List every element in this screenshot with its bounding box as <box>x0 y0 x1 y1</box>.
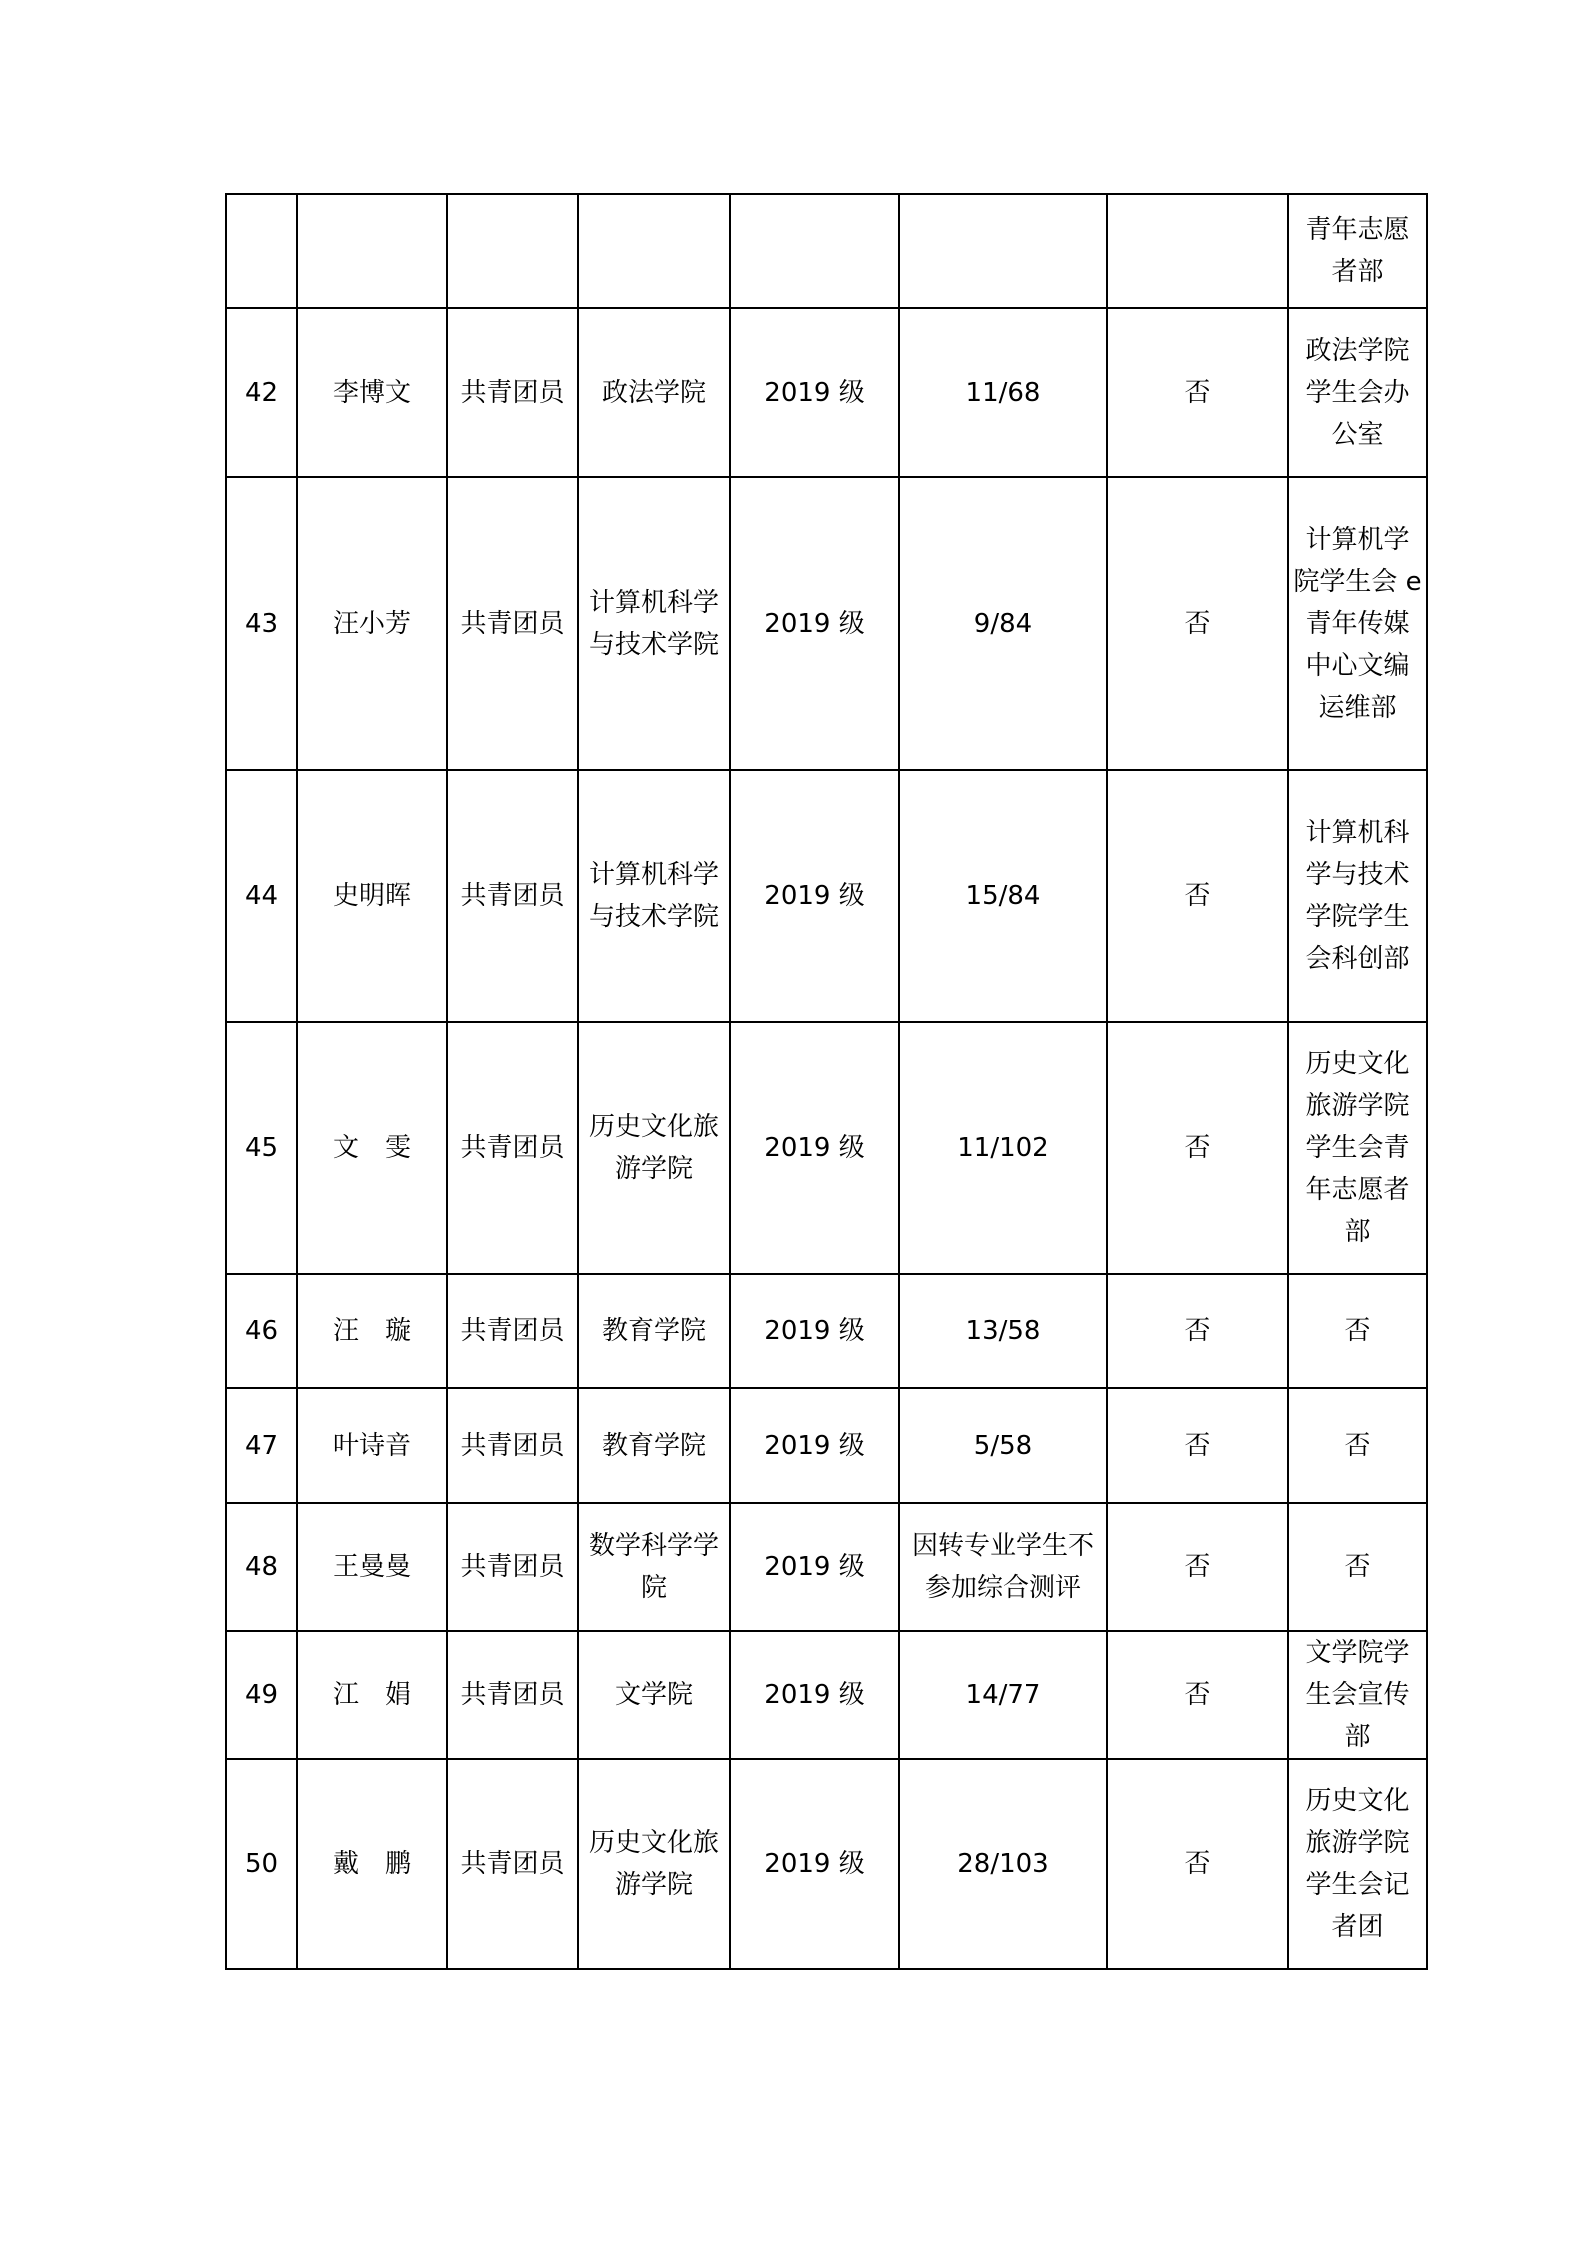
cell-flag: 否 <box>1107 1022 1288 1274</box>
cell-college: 计算机科学与技术学院 <box>578 477 730 770</box>
cell-no <box>226 194 297 308</box>
cell-political-status <box>447 194 578 308</box>
cell-position: 政法学院学生会办公室 <box>1288 308 1427 477</box>
cell-political-status: 共青团员 <box>447 308 578 477</box>
cell-position: 否 <box>1288 1503 1427 1631</box>
cell-college <box>578 194 730 308</box>
cell-no: 44 <box>226 770 297 1022</box>
table-row <box>226 1388 1427 1503</box>
table-row <box>226 1631 1427 1759</box>
cell-ranking: 13/58 <box>899 1274 1107 1388</box>
cell-name: 戴 鹏 <box>297 1759 447 1969</box>
cell-college: 历史文化旅游学院 <box>578 1759 730 1969</box>
table-row <box>226 1274 1427 1388</box>
table-row <box>226 308 1427 477</box>
cell-ranking: 15/84 <box>899 770 1107 1022</box>
cell-position: 计算机学院学生会 e 青年传媒中心文编运维部 <box>1288 477 1427 770</box>
cell-political-status: 共青团员 <box>447 770 578 1022</box>
cell-grade <box>730 194 899 308</box>
cell-ranking: 11/68 <box>899 308 1107 477</box>
cell-no: 47 <box>226 1388 297 1503</box>
cell-position: 计算机科学与技术学院学生会科创部 <box>1288 770 1427 1022</box>
cell-political-status: 共青团员 <box>447 1274 578 1388</box>
cell-grade: 2019 级 <box>730 1759 899 1969</box>
cell-no: 50 <box>226 1759 297 1969</box>
cell-flag: 否 <box>1107 1388 1288 1503</box>
cell-grade: 2019 级 <box>730 477 899 770</box>
cell-grade: 2019 级 <box>730 308 899 477</box>
table-row <box>226 1022 1427 1274</box>
cell-grade: 2019 级 <box>730 1388 899 1503</box>
cell-name: 江 娟 <box>297 1631 447 1759</box>
cell-position: 历史文化旅游学院学生会青年志愿者部 <box>1288 1022 1427 1274</box>
cell-flag: 否 <box>1107 308 1288 477</box>
cell-college: 历史文化旅游学院 <box>578 1022 730 1274</box>
cell-college: 数学科学学院 <box>578 1503 730 1631</box>
table-row <box>226 770 1427 1022</box>
cell-no: 46 <box>226 1274 297 1388</box>
cell-no: 42 <box>226 308 297 477</box>
cell-ranking: 因转专业学生不参加综合测评 <box>899 1503 1107 1631</box>
cell-name: 汪小芳 <box>297 477 447 770</box>
cell-position: 否 <box>1288 1274 1427 1388</box>
cell-flag: 否 <box>1107 1759 1288 1969</box>
cell-name: 李博文 <box>297 308 447 477</box>
cell-college: 政法学院 <box>578 308 730 477</box>
cell-grade: 2019 级 <box>730 1274 899 1388</box>
cell-political-status: 共青团员 <box>447 1388 578 1503</box>
cell-flag: 否 <box>1107 477 1288 770</box>
cell-political-status: 共青团员 <box>447 1631 578 1759</box>
cell-name: 文 雯 <box>297 1022 447 1274</box>
cell-position: 历史文化旅游学院学生会记者团 <box>1288 1759 1427 1969</box>
cell-no: 49 <box>226 1631 297 1759</box>
student-roster-table <box>225 193 1428 1970</box>
cell-flag <box>1107 194 1288 308</box>
cell-name: 史明晖 <box>297 770 447 1022</box>
table-row <box>226 194 1427 308</box>
cell-no: 45 <box>226 1022 297 1274</box>
cell-position: 否 <box>1288 1388 1427 1503</box>
cell-position: 青年志愿者部 <box>1288 194 1427 308</box>
cell-flag: 否 <box>1107 1631 1288 1759</box>
cell-name: 王曼曼 <box>297 1503 447 1631</box>
table-row <box>226 477 1427 770</box>
cell-ranking: 28/103 <box>899 1759 1107 1969</box>
cell-grade: 2019 级 <box>730 1022 899 1274</box>
cell-college: 文学院 <box>578 1631 730 1759</box>
table-row <box>226 1503 1427 1631</box>
cell-ranking: 14/77 <box>899 1631 1107 1759</box>
table-row <box>226 1759 1427 1969</box>
cell-ranking: 11/102 <box>899 1022 1107 1274</box>
cell-political-status: 共青团员 <box>447 1503 578 1631</box>
cell-political-status: 共青团员 <box>447 477 578 770</box>
cell-grade: 2019 级 <box>730 770 899 1022</box>
cell-name: 叶诗音 <box>297 1388 447 1503</box>
cell-grade: 2019 级 <box>730 1631 899 1759</box>
cell-ranking: 9/84 <box>899 477 1107 770</box>
cell-position: 文学院学生会宣传部 <box>1288 1631 1427 1759</box>
cell-political-status: 共青团员 <box>447 1759 578 1969</box>
cell-flag: 否 <box>1107 770 1288 1022</box>
cell-name <box>297 194 447 308</box>
cell-college: 计算机科学与技术学院 <box>578 770 730 1022</box>
cell-ranking <box>899 194 1107 308</box>
cell-name: 汪 璇 <box>297 1274 447 1388</box>
cell-no: 48 <box>226 1503 297 1631</box>
cell-flag: 否 <box>1107 1274 1288 1388</box>
cell-college: 教育学院 <box>578 1274 730 1388</box>
cell-flag: 否 <box>1107 1503 1288 1631</box>
cell-political-status: 共青团员 <box>447 1022 578 1274</box>
cell-grade: 2019 级 <box>730 1503 899 1631</box>
cell-college: 教育学院 <box>578 1388 730 1503</box>
cell-no: 43 <box>226 477 297 770</box>
cell-ranking: 5/58 <box>899 1388 1107 1503</box>
